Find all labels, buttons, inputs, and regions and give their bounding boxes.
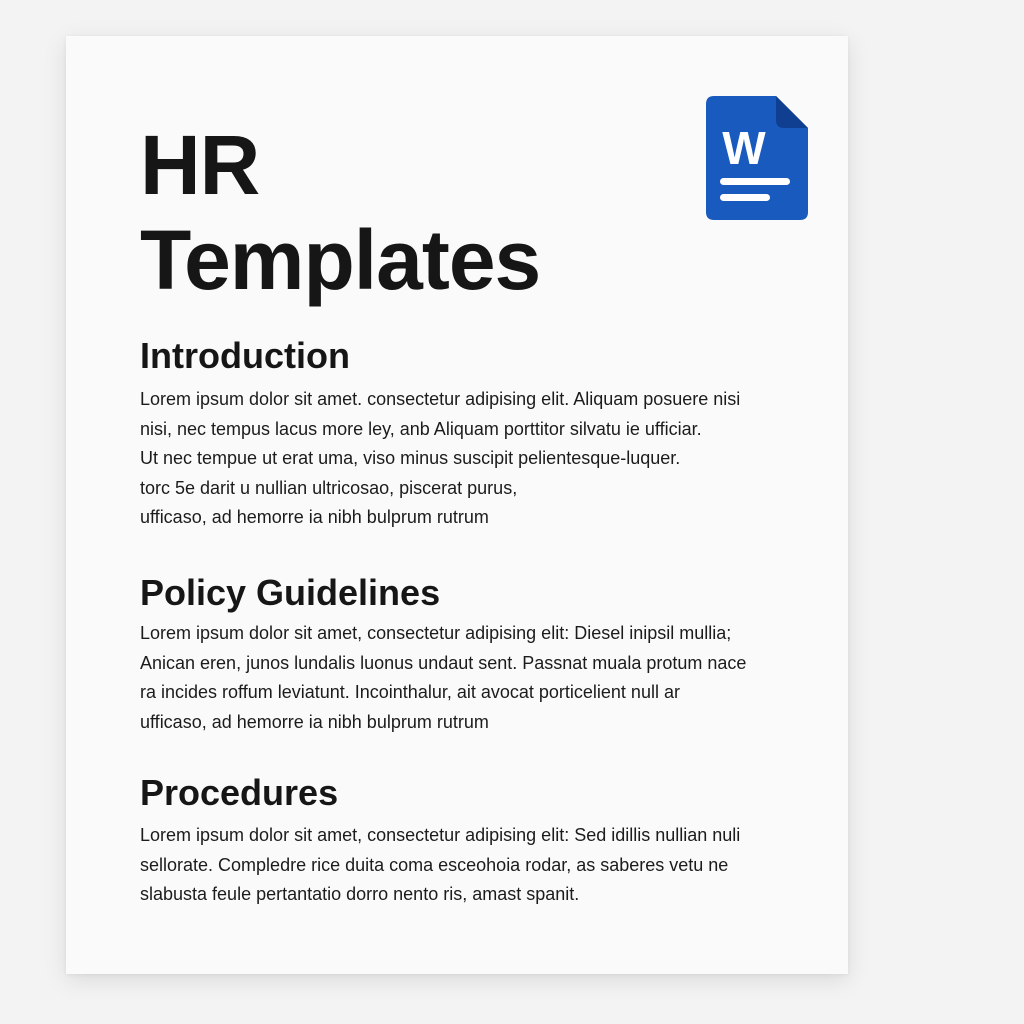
body-line: nisi, nec tempus lacus more ley, anb Aliquam porttitor silvatu ie ufficiar. xyxy=(140,418,702,439)
body-line: Ut nec tempue ut erat uma, viso minus suscipit pelientesque-luquer. xyxy=(140,448,681,468)
word-icon-line-1 xyxy=(720,178,790,185)
body-line: slabusta feule pertantatio dorro nento ris, amast spanit. xyxy=(140,884,580,904)
section-heading: Procedures xyxy=(140,772,339,813)
body-line: sellorate. Compledre rice duita coma esceohoia rodar, as saberes vetu ne xyxy=(140,854,729,875)
document-title-line-1: HR xyxy=(140,118,260,212)
document-title xyxy=(140,118,540,308)
body-line: ufficaso, ad hemorre ia nibh bulprum rutrum xyxy=(140,507,489,527)
section-body xyxy=(140,619,800,737)
body-line: Anican eren, junos lundalis luonus undaut sent. Passnat muala protum nace xyxy=(140,652,747,673)
section-body xyxy=(140,821,800,910)
body-line: ra incides roffum leviatunt. Incointhalur, ait avocat porticelient null ar xyxy=(140,682,680,702)
section-body xyxy=(140,385,800,533)
body-line: Lorem ipsum dolor sit amet. consectetur adipising elit. Aliquam posuere nisi xyxy=(140,389,741,409)
document-title-line-2: Templates xyxy=(140,213,541,307)
body-line: Lorem ipsum dolor sit amet, consectetur adipising elit: Diesel inipsil mullia; xyxy=(140,623,732,643)
section-procedures xyxy=(140,771,800,910)
document-page xyxy=(66,36,848,974)
section-introduction xyxy=(140,334,800,533)
section-policy-guidelines xyxy=(140,571,800,737)
section-heading: Policy Guidelines xyxy=(140,572,441,613)
body-line: Lorem ipsum dolor sit amet, consectetur adipising elit: Sed idillis nullian nuli xyxy=(140,825,741,845)
body-line: torc 5e darit u nullian ultricosao, piscerat purus, xyxy=(140,477,518,498)
word-icon-line-2 xyxy=(720,194,770,201)
word-icon-fold xyxy=(776,96,808,128)
word-document-icon xyxy=(706,96,808,222)
body-line: ufficaso, ad hemorre ia nibh bulprum rutrum xyxy=(140,711,489,732)
word-icon-letter: W xyxy=(722,122,766,174)
section-heading: Introduction xyxy=(140,335,350,376)
